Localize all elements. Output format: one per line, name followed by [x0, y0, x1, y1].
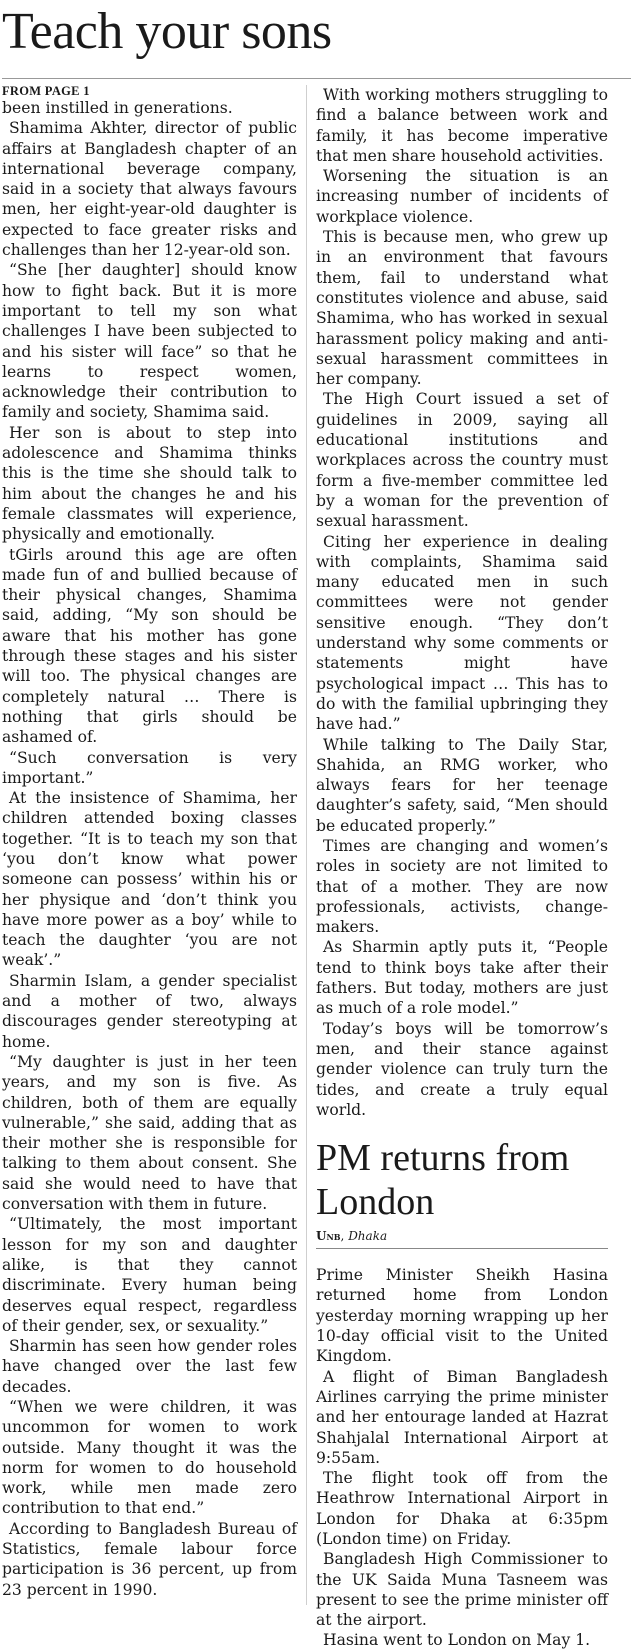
main-story-left-column	[2, 85, 297, 1600]
article-paragraph: “She [her daughter] should know how to fight back. But it is more important to tell my son what challenges I have been subjected to and his sister will face” so that he learns to respect women, acknowledge their contribution to family and society, Shamima said.	[2, 261, 297, 422]
article-paragraph: As Sharmin aptly puts it, “People tend to think boys take after their fathers. But today, mothers are just as much of a role model.”	[316, 938, 608, 1018]
continued-from-kicker: FROM PAGE 1	[2, 84, 90, 98]
article-paragraph: With working mothers struggling to find a balance between work and family, it has become imperative that men share household activities.	[316, 86, 608, 165]
article-paragraph: The High Court issued a set of guidelines in 2009, saying all educational institutions and workplaces across the country must form a five-member committee led by a woman for the prevention of sexual harassment.	[316, 390, 608, 531]
article-paragraph: “Ultimately, the most important lesson for my son and daughter alike, is that they cannot discriminate. Every human being deserves equal respect, regardless of their gender, sex, or sexuality.”	[2, 1215, 297, 1335]
headline-rule	[2, 78, 631, 79]
article-paragraph: Her son is about to step into adolescence and Shamima thinks this is the time she should talk to him about the changes he and his female classmates will experience, physically and emotionally.	[2, 423, 297, 544]
article-paragraph: Bangladesh High Commissioner to the UK Saida Muna Tasneem was present to see the prime minister off at the airport.	[316, 1550, 608, 1630]
article-paragraph: A flight of Biman Bangladesh Airlines carrying the prime minister and her entourage landed at Hazrat Shahjalal International Airport at 9:55am.	[316, 1367, 608, 1467]
article-paragraph: Sharmin Islam, a gender specialist and a mother of two, always discourages gender stereotyping at home.	[2, 971, 297, 1051]
article-paragraph: tGirls around this age are often made fun of and bullied because of their physical changes, Shamima said, adding, “My son should be aware that his mother has gone through these stages and his sister will too. The physical changes are completely natural … There is nothing that girls should be ashamed of.	[2, 545, 297, 747]
second-story-headline: PM returns from London	[316, 1137, 570, 1224]
article-paragraph: Hasina went to London on May 1.	[323, 1631, 591, 1650]
byline	[316, 1228, 608, 1249]
article-paragraph: Times are changing and women’s roles in society are not limited to that of a mother. They are now professionals, activists, change-makers.	[316, 836, 608, 937]
article-paragraph: “My daughter is just in her teen years, and my son is five. As children, both of them are equally vulnerable,” she said, adding that as their mother she is responsible for talking to them about consent. She said she would need to have that conversation with them in future.	[2, 1052, 297, 1214]
article-paragraph: Sharmin has seen how gender roles have changed over the last few decades.	[2, 1337, 297, 1396]
main-headline: Teach your sons	[2, 3, 332, 60]
main-story-right-column	[316, 85, 608, 1651]
article-paragraph: “When we were children, it was uncommon for women to work outside. Many thought it was the norm for women to do household work, while men made zero contribution to that end.”	[2, 1398, 297, 1518]
article-paragraph: been instilled in generations.	[2, 99, 233, 117]
byline-agency: Unb	[316, 1229, 341, 1244]
article-paragraph: Prime Minister Sheikh Hasina returned home from London yesterday morning wrapping up her 10-day official visit to the United Kingdom.	[316, 1266, 608, 1366]
column-divider	[306, 85, 307, 1605]
article-paragraph: Today’s boys will be tomorrow’s men, and their stance against gender violence can truly turn the tides, and create a truly equal world.	[316, 1019, 608, 1119]
article-paragraph: At the insistence of Shamima, her children attended boxing classes together. “It is to teach my son that ‘you don’t know what power someone can possess’ within his or her physique and ‘don’t think you have more power as a boy’ while to teach the daughter ‘you are not weak’.”	[2, 789, 297, 970]
article-paragraph: While talking to The Daily Star, Shahida, an RMG worker, who always fears for her teenage daughter’s safety, said, “Men should be educated properly.”	[316, 735, 608, 835]
byline-separator: ,	[340, 1229, 349, 1244]
article-paragraph: Citing her experience in dealing with complaints, Shamima said many educated men in such committees were not gender sensitive enough. “They don’t understand why some comments or statements might have psychological impact … This has to do with the familial upbringing they have had.”	[316, 532, 608, 734]
article-paragraph: This is because men, who grew up in an environment that favours them, fail to understand what constitutes violence and abuse, said Shamima, who has worked in sexual harassment policy making and anti-sexual harassment committees in her company.	[316, 228, 608, 389]
article-paragraph: Worsening the situation is an increasing number of incidents of workplace violence.	[316, 167, 608, 226]
second-story	[316, 1136, 608, 1651]
byline-dateline: Dhaka	[348, 1229, 388, 1244]
article-paragraph: Shamima Akhter, director of public affairs at Bangladesh chapter of an international beverage company, said in a society that always favours men, her eight-year-old daughter is expected to face greater risks and challenges than her 12-year-old son.	[2, 119, 297, 260]
second-story-body	[316, 1265, 608, 1651]
article-paragraph: “Such conversation is very important.”	[2, 748, 297, 787]
article-paragraph: The flight took off from the Heathrow International Airport in London for Dhaka at 6:35pm (London time) on Friday.	[316, 1469, 608, 1548]
article-paragraph: According to Bangladesh Bureau of Statistics, female labour force participation is 36 percent, up from 23 percent in 1990.	[2, 1519, 297, 1599]
